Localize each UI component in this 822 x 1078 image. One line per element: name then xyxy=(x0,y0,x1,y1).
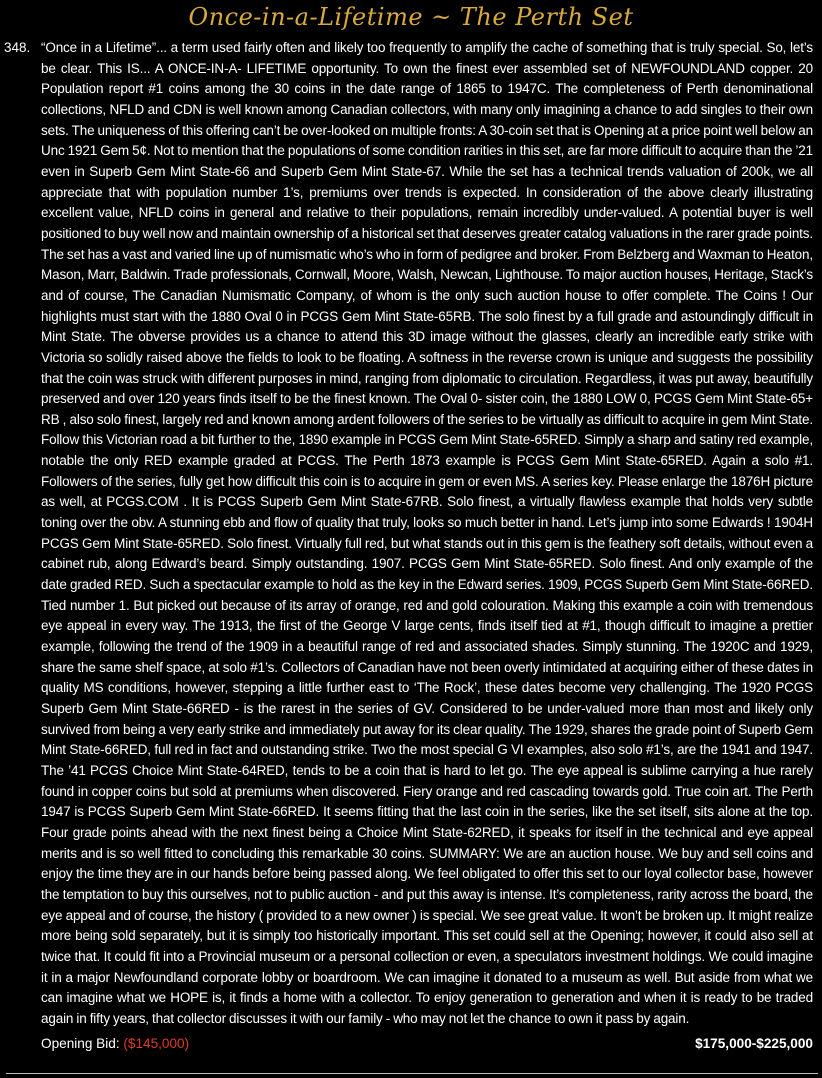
bid-row xyxy=(41,1034,813,1056)
lot-number: 348. xyxy=(4,40,31,55)
estimate-range: $175,000-$225,000 xyxy=(695,1036,813,1051)
lot-description: “Once in a Lifetime”... a term used fairly often and likely too frequently to amplify the cache of something that is truly special. So, let’s be clear. This IS... A ONCE-IN-A- LIFETIME opportunity. To own the finest ever assembled set of NEWFOUNDLAND copper. 20 Population report #1 coins among the 30 coins in the date range of 1865 to 1947C. The completeness of Perth denominational collections, NFLD and CDN is well known among Canadian collectors, with many only imagining a chance to add singles to their own sets. The uniqueness of this offering can’t be over-looked on multiple fronts: A 30-coin set that is Opening at a price point well below an Unc 1921 Gem 5¢. Not to mention that the populations of some condition rarities in this set, are far more difficult to acquire than the ’21 even in Superb Gem Mint State-66 and Superb Gem Mint State-67. While the set has a technical trends valuation of 200k, we all appreciate that with population number 1’s, premiums over trends is expected. In consideration of the above clearly illustrating excellent value, NFLD coins in general and relative to their populations, remain incredibly under-valued. A potential buyer is well positioned to buy well now and maintain ownership of a historical set that deserves greater catalog valuations in the rarer grade points. The set has a vast and varied line up of numismatic who’s who in form of pedigree and broker. From Belzberg and Waxman to Heaton, Mason, Marr, Baldwin. Trade professionals, Cornwall, Moore, Walsh, Newcan, Lighthouse. To major auction houses, Heritage, Stack’s and of course, The Canadian Numismatic Company, of whom is the only such auction house to offer complete. The Coins ! Our highlights must start with the 1880 Oval 0 in PCGS Gem Mint State-65RB. The solo finest by a full grade and astoundingly difficult in Mint State. The obverse provides us a chance to attend this 3D image without the glasses, clearly an incredible early strike with Victoria so solidly raised above the fields to look to be floating. A softness in the reverse crown is unique and suggests the possibility that the coin was struck with different purposes in mind, ranging from diplomatic to circulation. Regardless, it was put away, beautifully preserved and over 120 years finds itself to be the finest known. The Oval 0- sister coin, the 1880 LOW 0, PCGS Gem Mint State-65+ RB , also solo finest, largely red and known among ardent followers of the series to be virtually as difficult to acquire in gem Mint State. Follow this Victorian road a bit further to the, 1890 example in PCGS Gem Mint State-65RED. Simply a sharp and satiny red example, notable the only RED example graded at PCGS. The Perth 1873 example is PCGS Gem Mint State-65RED. Again a solo #1. Followers of the series, fully get how difficult this coin is to acquire in gem or even MS. A series key. Please enlarge the 1876H picture as well, at PCGS.COM . It is PCGS Superb Gem Mint State-67RB. Solo finest, a virtually flawless example that holds very subtle toning over the obv. A stunning ebb and flow of quality that truly, looks so much better in hand. Let’s jump into some Edwards ! 1904H PCGS Gem Mint State-65RED. Solo finest. Virtually full red, but what stands out in this gem is the feathery soft details, without even a cabinet rub, along Edward’s beard. Simply outstanding. 1907. PCGS Gem Mint State-65RED. Solo finest. And only example of the date graded RED. Such a spectacular example to hold as the key in the Edward series. 1909, PCGS Superb Gem Mint State-66RED. Tied number 1. But picked out because of its array of orange, red and gold colouration. Making this example a coin with tremendous eye appeal in every way. The 1913, the first of the George V large cents, finds itself tied at #1, though difficult to imagine a prettier example, following the trend of the 1909 in a beautiful range of red and associated shades. Simply stunning. The 1920C and 1929, share the same shelf space, at solo #1’s. Collectors of Canadian have not been overly intimidated at acquiring either of these dates in quality MS conditions, however, stepping a little further east to ‘The Rock’, these dates become very challenging. The 1920 PCGS Superb Gem Mint State-66RED - is the rarest in the series of GV. Considered to be under-valued more than most and likely only survived from being a very early strike and immediately put away for its clear quality. The 1929, shares the grade point of Superb Gem Mint State-66RED, full red in fact and outstanding strike. Two the most special G VI examples, also solo #1’s, are the 1941 and 1947. The ’41 PCGS Choice Mint State-64RED, tends to be a coin that is hard to let go. The eye appeal is sublime carrying a hue rarely found in copper coins but sold at premiums when discovered. Fiery orange and red cascading towards gold. True coin art. The Perth 1947 is PCGS Superb Gem Mint State-66RED. It seems fitting that the last coin in the series, like the set itself, sits alone at the top. Four grade points ahead with the next finest being a Choice Mint State-62RED, it speaks for itself in the technical and eye appeal merits and is so well fitted to concluding this remarkable 30 coins. SUMMARY: We are an auction house. We buy and sell coins and enjoy the time they are in our hands before being passed along. We feel obligated to offer this set to our loyal collector base, however the temptation to buy this ourselves, not to public auction - and put this away is intense. It’s completeness, rarity across the board, the eye appeal and of course, the history ( provided to a new owner ) is special. We see great value. It won’t be broken up. It might realize more being sold separately, but it is simply too historically important. This set could sell at the Opening; however, it could also sell at twice that. It could fit into a Provincial museum or a personal collection or even, a speculators investment holdings. We could imagine it in a major Newfoundland corporate lobby or boardroom. We can imagine it donated to a museum as well. But aside from what we can imagine what we HOPE is, it finds a home with a collector. To enjoy generation to generation and when it is ready to be traded again in fifty years, that collector discusses it with our family - who may not let the chance to own it pass by again. xyxy=(41,40,813,1026)
opening-bid-value: ($145,000) xyxy=(123,1036,190,1051)
bottom-divider xyxy=(6,1073,818,1074)
page-title: Once-in-a-Lifetime ~ The Perth Set xyxy=(188,3,634,31)
opening-bid-label: Opening Bid: xyxy=(41,1036,124,1051)
